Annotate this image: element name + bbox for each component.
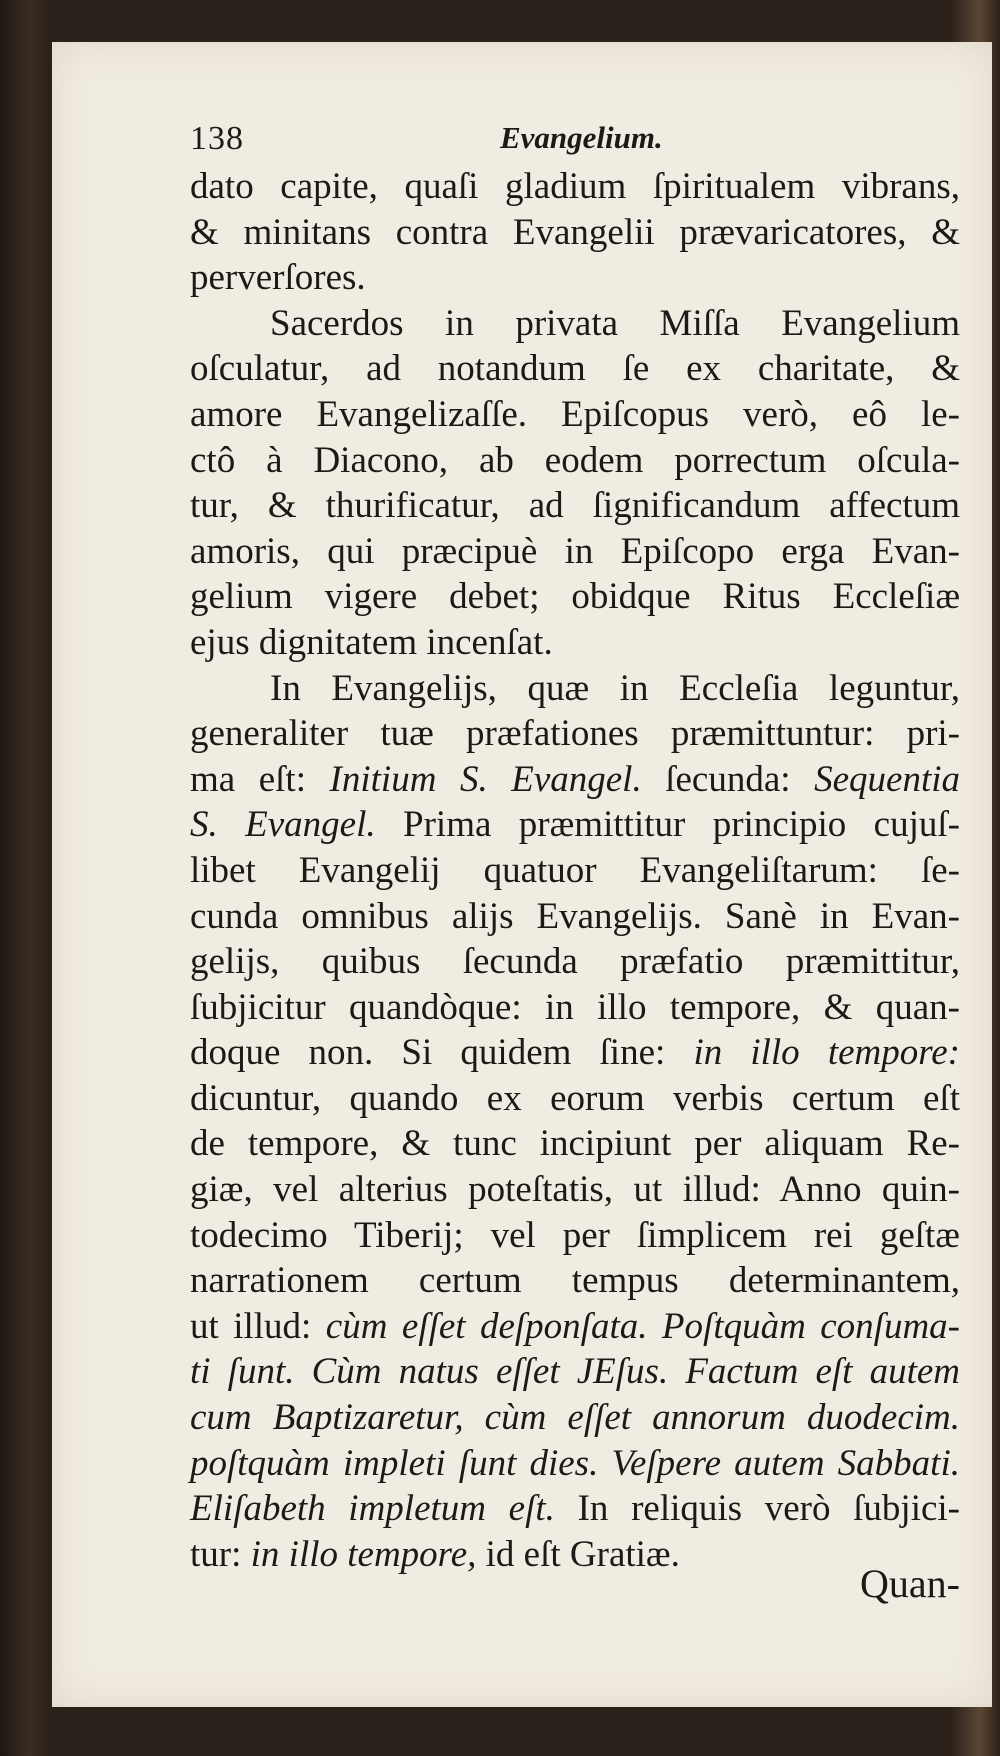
- text-line: In Evangelijs, quæ in Eccleſia leguntur,: [270, 667, 960, 709]
- text-line: ſubjicitur quandòque: in illo tempore, & quan-: [190, 986, 960, 1028]
- page-text-block: [190, 120, 961, 1606]
- text-segment: doque non. Si quidem ſine:: [190, 1032, 666, 1074]
- running-title: Evangelium.: [500, 120, 663, 155]
- text-line: giæ, vel alterius poteſtatis, ut illud: Anno quin-: [190, 1169, 960, 1211]
- text-segment: Prima præmittitur principio cujuſ-: [403, 804, 960, 846]
- text-line: perverſores.: [190, 257, 366, 299]
- text-line: [190, 1486, 960, 1532]
- text-segment: ma eſt:: [190, 758, 306, 800]
- text-line: ctô à Diacono, ab eodem porrectum oſcula-: [190, 439, 960, 481]
- text-segment: ſecunda:: [665, 758, 791, 800]
- italic-phrase: Eliſabeth impletum eſt.: [190, 1488, 555, 1530]
- page-header: [190, 120, 960, 164]
- text-line: dato capite, quaſi gladium ſpiritualem vibrans,: [190, 166, 960, 207]
- text-line: cum Baptizaretur, cùm eſſet annorum duodecim.: [190, 1397, 960, 1439]
- text-line: dicuntur, quando ex eorum verbis certum eſt: [190, 1077, 960, 1119]
- text-line: [190, 1532, 960, 1578]
- text-line: [190, 1030, 960, 1076]
- text-line: cunda omnibus alijs Evangelijs. Sanè in Evan-: [190, 895, 960, 937]
- text-line: oſculatur, ad notandum ſe ex charitate, &: [190, 348, 960, 390]
- text-line: poſtquàm impleti ſunt dies. Veſpere autem Sabbati.: [190, 1442, 960, 1484]
- text-line: ti ſunt. Cùm natus eſſet JEſus. Factum eſt autem: [190, 1351, 960, 1393]
- italic-phrase: Initium S. Evangel.: [329, 758, 642, 800]
- text-line: [190, 802, 960, 848]
- text-line: libet Evangelij quatuor Evangeliſtarum: ſe-: [190, 849, 960, 891]
- text-line: narrationem certum tempus determinantem,: [190, 1260, 960, 1302]
- book-page: [52, 42, 992, 1707]
- text-segment: In reliquis verò ſubjici-: [577, 1488, 961, 1530]
- text-line: gelijs, quibus ſecunda præfatio præmittitur,: [190, 941, 960, 983]
- italic-phrase: Sequentia: [814, 758, 960, 800]
- text-line: amore Evangelizaſſe. Epiſcopus verò, eô le-: [190, 393, 960, 435]
- text-line: de tempore, & tunc incipiunt per aliquam Re-: [190, 1123, 960, 1165]
- text-line: [190, 757, 960, 803]
- text-line: [190, 1304, 960, 1350]
- text-segment: id eſt Gratiæ.: [485, 1533, 680, 1575]
- text-line: ejus dignitatem incenſat.: [190, 621, 553, 663]
- text-line: todecimo Tiberij; vel per ſimplicem rei geſtæ: [190, 1214, 960, 1256]
- italic-phrase: S. Evangel.: [190, 804, 376, 846]
- catchword: Quan-: [860, 1561, 960, 1606]
- text-line: tur, & thurificatur, ad ſignificandum affectum: [190, 485, 960, 527]
- italic-phrase: in illo tempore:: [693, 1032, 961, 1074]
- text-line: amoris, qui præcipuè in Epiſcopo erga Evan-: [190, 530, 960, 572]
- text-line: Sacerdos in privata Miſſa Evangelium: [270, 302, 960, 344]
- text-segment: tur:: [190, 1533, 242, 1575]
- text-line: generaliter tuæ præfationes præmittuntur: pri-: [190, 713, 960, 755]
- text-line: & minitans contra Evangelii prævaricatores, &: [190, 211, 960, 253]
- page-number: 138: [190, 120, 244, 157]
- text-line: gelium vigere debet; obidque Ritus Eccleſiæ: [190, 576, 960, 618]
- italic-phrase: cùm eſſet deſponſata. Poſtquàm conſuma-: [325, 1305, 960, 1347]
- text-segment: ut illud:: [190, 1305, 312, 1347]
- italic-phrase: in illo tempore,: [250, 1533, 477, 1575]
